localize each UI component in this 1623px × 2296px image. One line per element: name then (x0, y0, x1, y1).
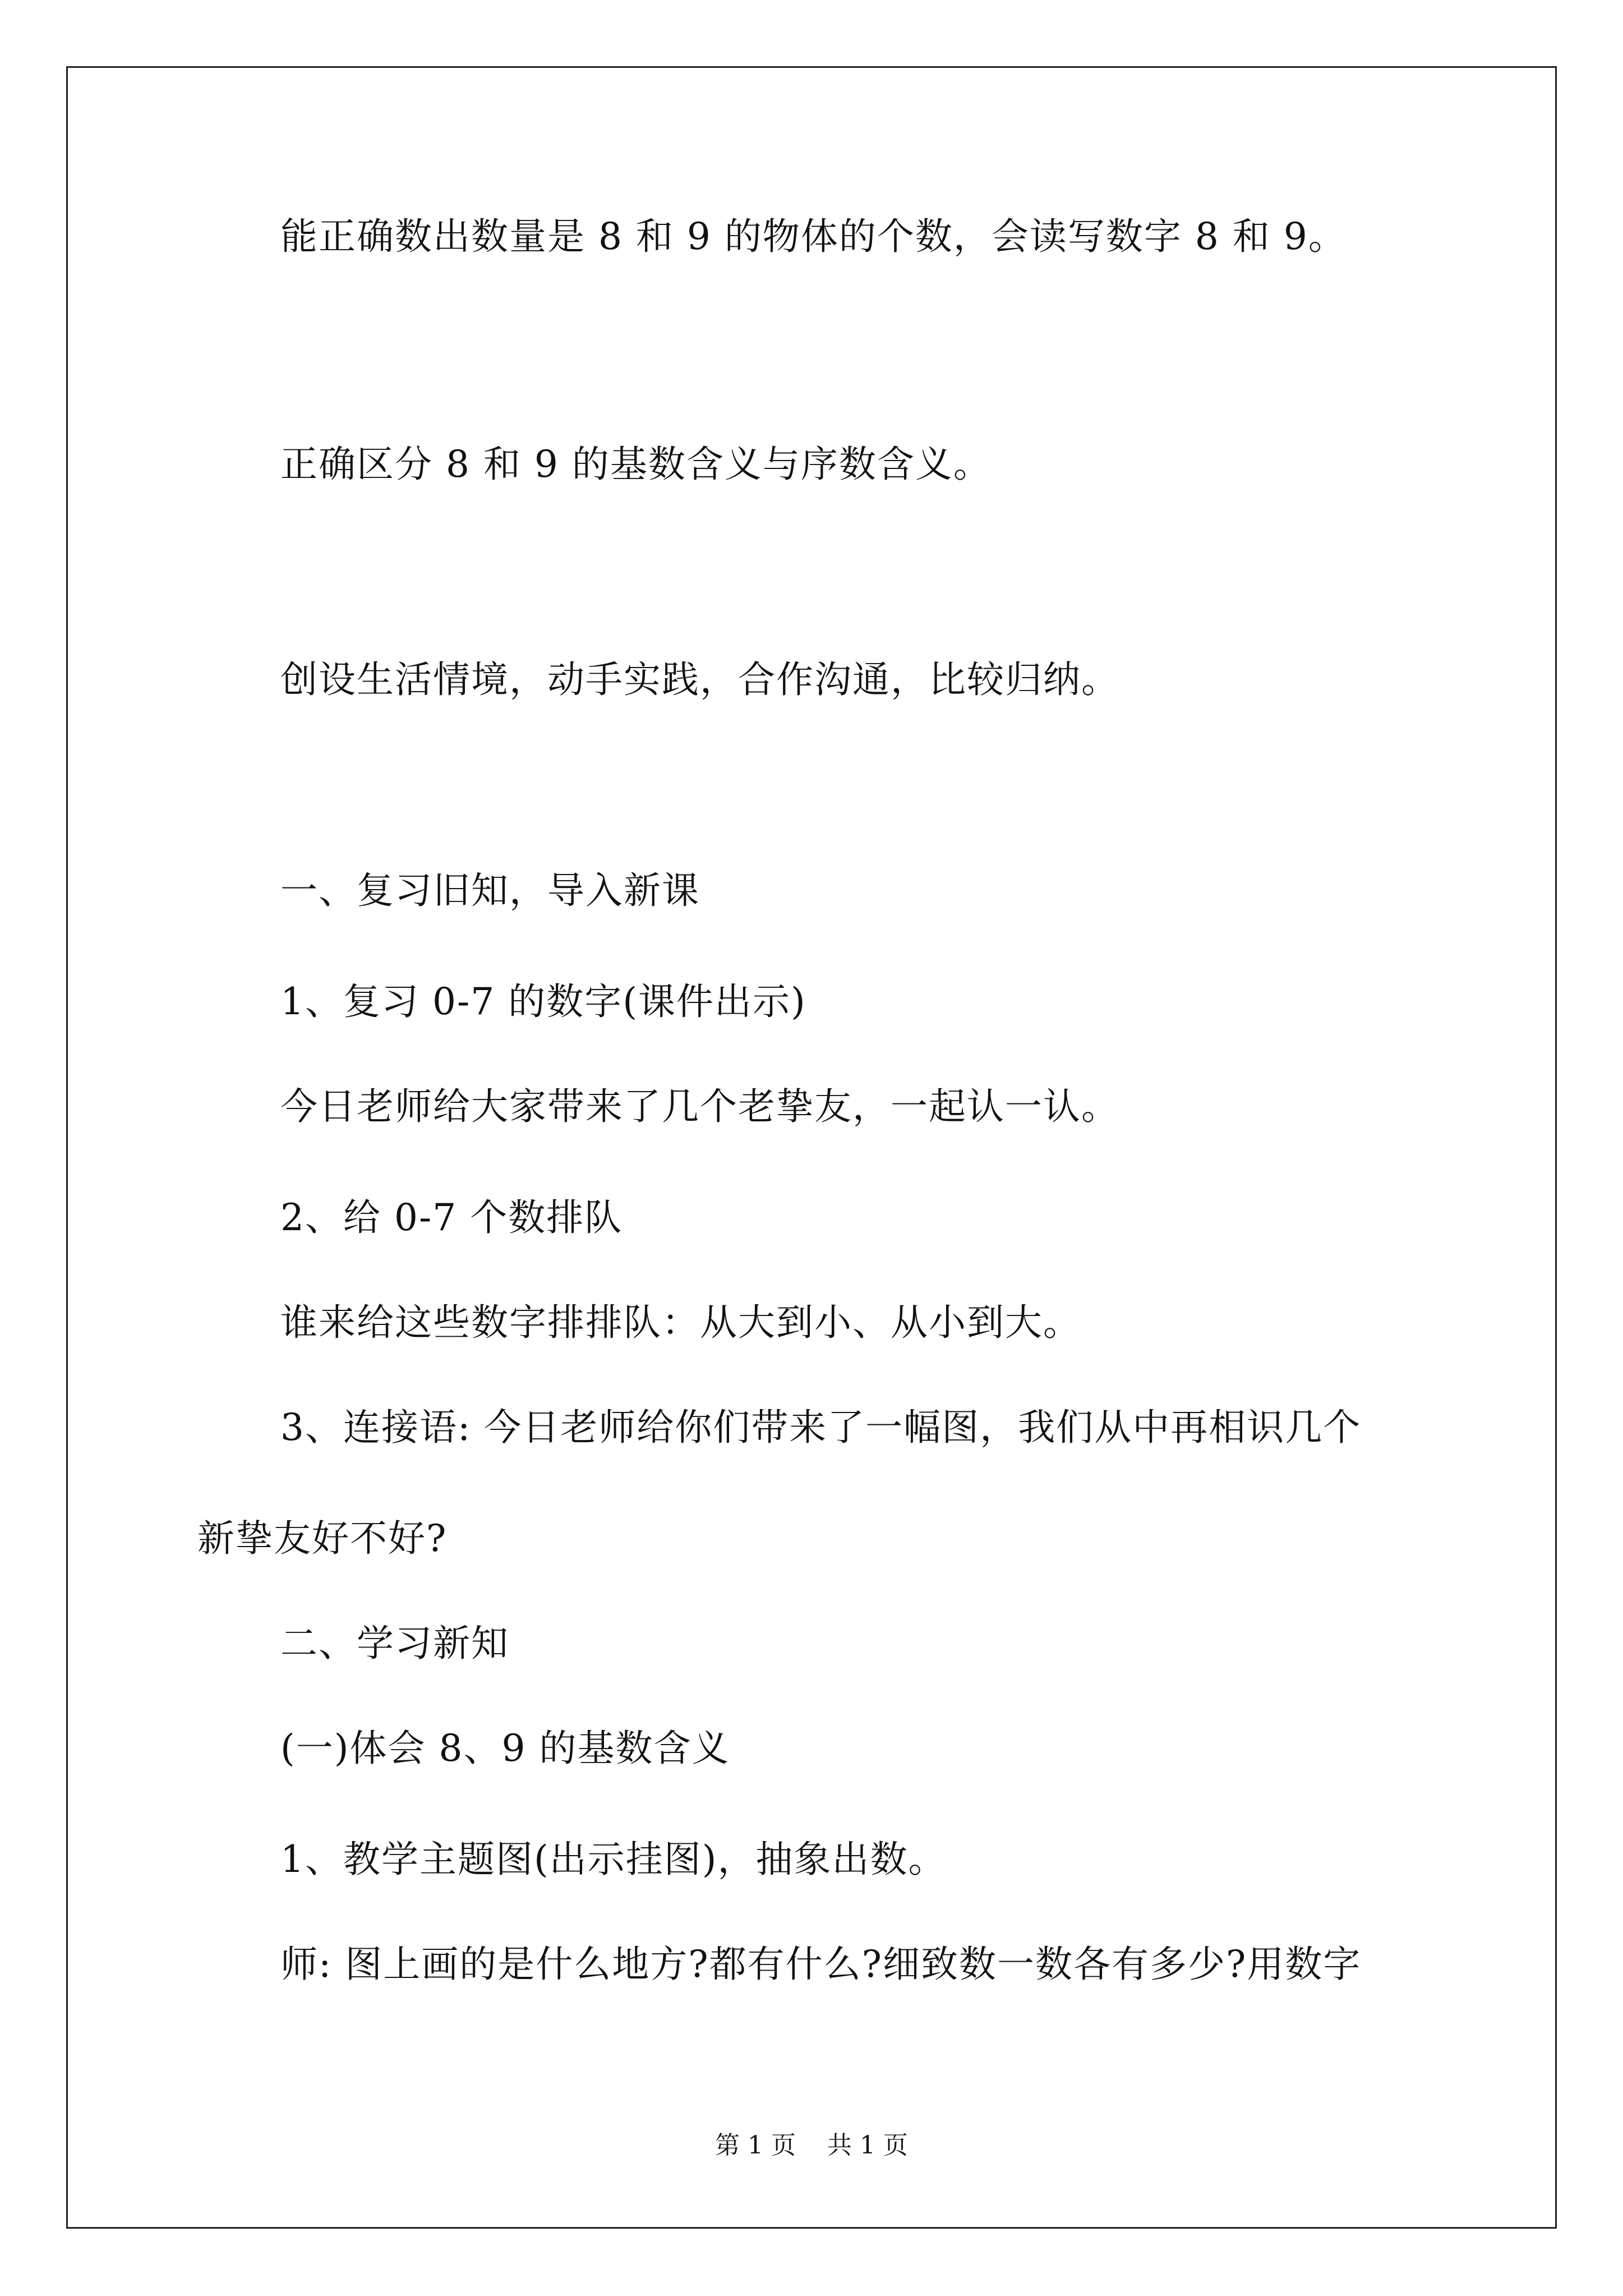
body-line-review-3: 3、连接语: 今日老师给你们带来了一幅图，我们从中再相识几个 (280, 1406, 1362, 1449)
subsection-heading: (一)体会 8、9 的基数含义 (280, 1727, 730, 1770)
body-line-1: 能正确数出数量是 8 和 9 的物体的个数，会读写数字 8 和 9。 (280, 215, 1347, 258)
body-line-new-text: 师: 图上画的是什么地方?都有什么?细致数一数各有多少?用数字 (280, 1943, 1362, 1986)
page-number-footer: 第 1 页 共 1 页 (715, 2131, 908, 2160)
body-line-review-1: 1、复习 0-7 的数字(课件出示) (280, 980, 806, 1023)
body-line-review-3-cont: 新挚友好不好? (197, 1517, 448, 1560)
body-line-review-2: 2、给 0-7 个数排队 (280, 1196, 623, 1239)
page-border (66, 66, 1557, 2229)
body-line-new-1: 1、教学主题图(出示挂图)，抽象出数。 (280, 1838, 947, 1881)
body-line-2: 正确区分 8 和 9 的基数含义与序数含义。 (280, 443, 992, 486)
section-heading-review: 一、复习旧知，导入新课 (280, 869, 700, 912)
body-line-review-text-2: 谁来给这些数字排排队：从大到小、从小到大。 (280, 1301, 1081, 1344)
body-line-review-text: 今日老师给大家带来了几个老挚友，一起认一认。 (280, 1085, 1119, 1128)
section-heading-new: 二、学习新知 (280, 1622, 509, 1665)
body-line-3: 创设生活情境，动手实践，合作沟通，比较归纳。 (280, 658, 1119, 701)
